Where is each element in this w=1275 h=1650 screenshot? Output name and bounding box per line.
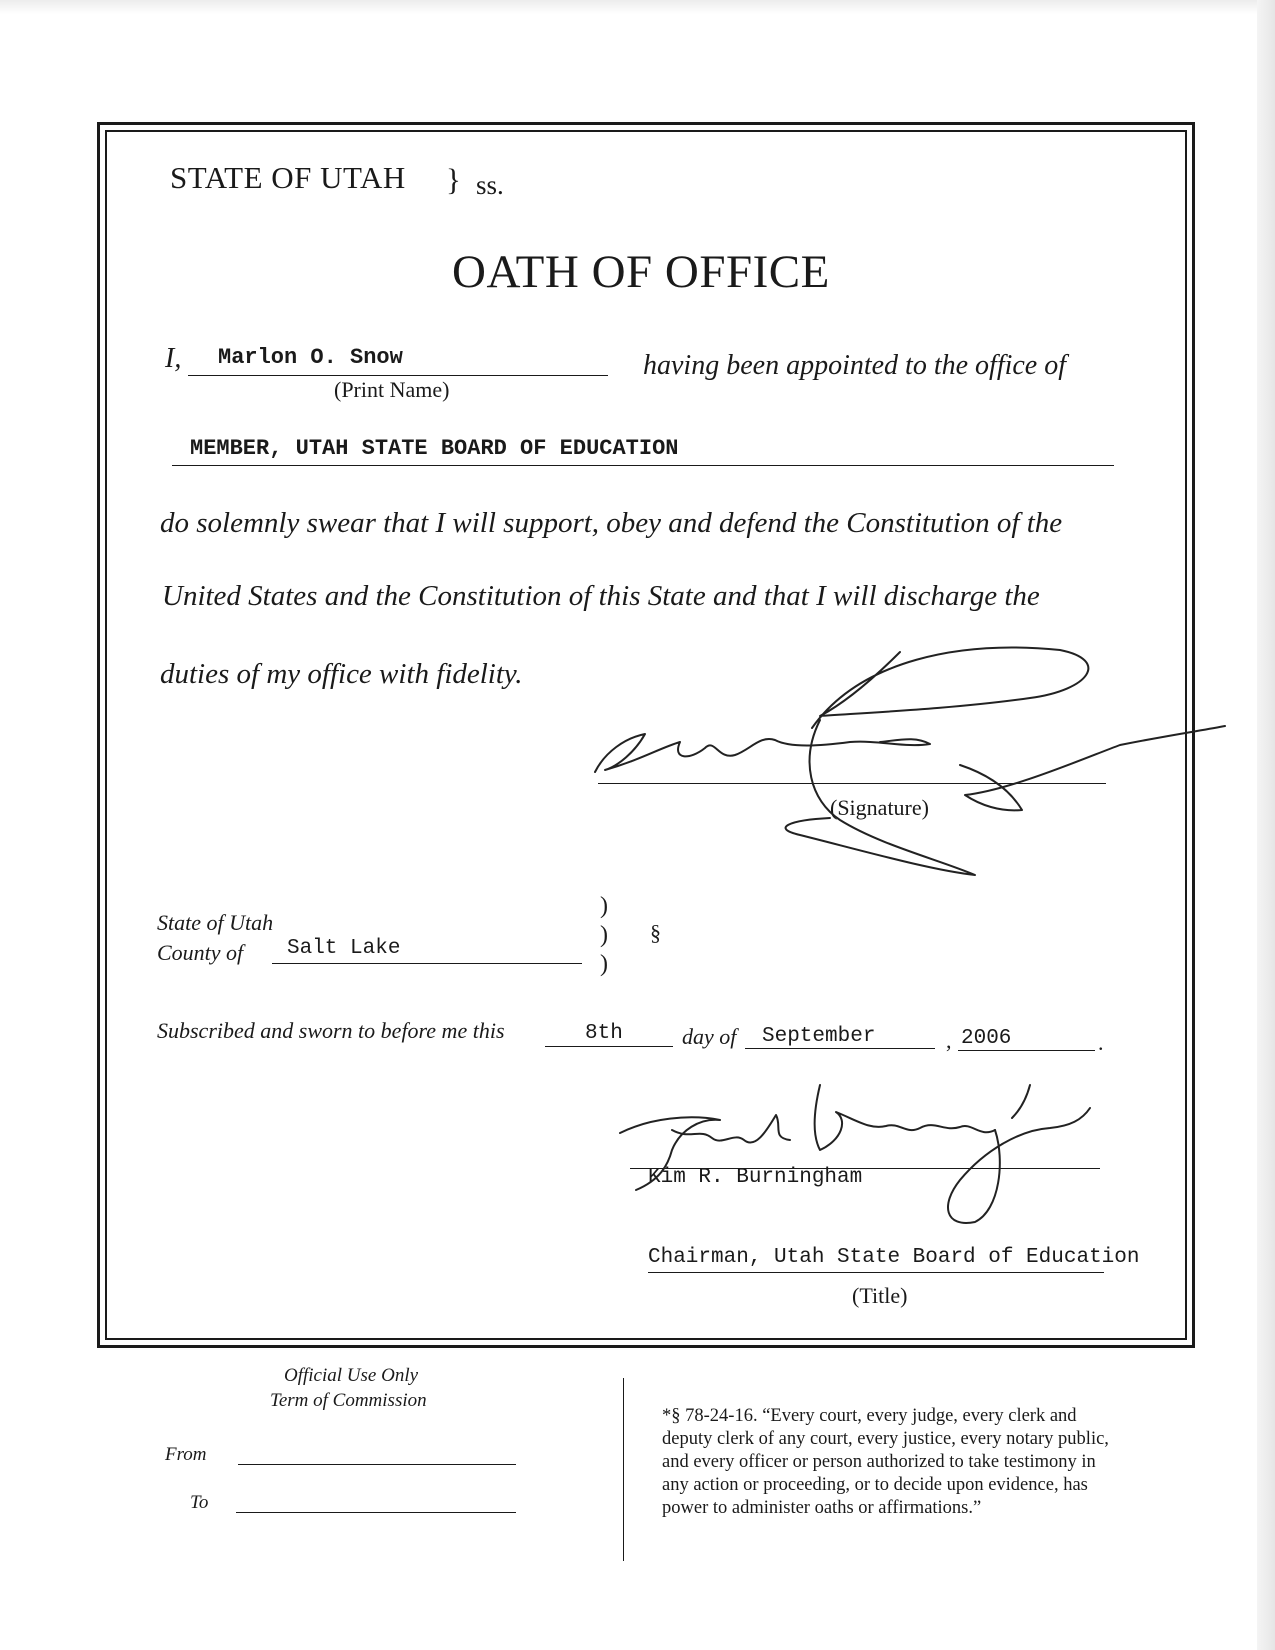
office-line bbox=[172, 465, 1114, 466]
official-use-heading: Official Use Only bbox=[284, 1365, 419, 1386]
venue-county-label: County of bbox=[157, 940, 244, 965]
jurat-text: Subscribed and sworn to before me this bbox=[157, 1018, 505, 1043]
oath-body-line: do solemnly swear that I will support, obey and defend the Constitution of the bbox=[160, 507, 1063, 539]
statute-line: *§ 78-24-16. “Every court, every judge, every clerk and bbox=[662, 1406, 1077, 1426]
from-label: From bbox=[165, 1444, 207, 1465]
title-caption: (Title) bbox=[852, 1283, 908, 1308]
signature-caption: (Signature) bbox=[830, 795, 929, 820]
vertical-divider bbox=[623, 1378, 624, 1561]
term-of-commission-heading: Term of Commission bbox=[270, 1390, 427, 1411]
notary-title-value: Chairman, Utah State Board of Education bbox=[648, 1246, 1140, 1269]
signature-line bbox=[598, 783, 1106, 784]
state-heading: STATE OF UTAH bbox=[170, 160, 406, 195]
brace: } bbox=[446, 162, 461, 197]
statute-line: deputy clerk of any court, every justice, every notary public, bbox=[662, 1429, 1109, 1449]
print-name-caption: (Print Name) bbox=[334, 377, 450, 402]
statute-line: and every officer or person authorized to take testimony in bbox=[662, 1452, 1096, 1472]
county-value: Salt Lake bbox=[287, 937, 401, 960]
date-comma: , bbox=[946, 1028, 952, 1053]
to-label: To bbox=[190, 1492, 209, 1513]
oath-body-line: duties of my office with fidelity. bbox=[160, 658, 523, 690]
from-line bbox=[238, 1464, 516, 1465]
print-name-value: Marlon O. Snow bbox=[218, 345, 403, 370]
inner-border bbox=[105, 130, 1187, 1340]
oath-i-prefix: I, bbox=[165, 343, 182, 374]
county-line bbox=[272, 963, 582, 964]
page-edge-right bbox=[1257, 0, 1275, 1650]
notary-name: Kim R. Burningham bbox=[648, 1166, 863, 1189]
venue-paren: ) bbox=[600, 951, 608, 977]
date-period: . bbox=[1098, 1030, 1104, 1055]
print-name-line bbox=[188, 375, 608, 376]
to-line bbox=[236, 1512, 516, 1513]
oath-body-line: United States and the Constitution of this State and that I will discharge the bbox=[162, 580, 1040, 612]
year-line bbox=[958, 1050, 1095, 1051]
year-value: 2006 bbox=[961, 1027, 1012, 1050]
ss-abbreviation: ss. bbox=[476, 170, 504, 200]
month-value: September bbox=[762, 1025, 876, 1048]
day-value: 8th bbox=[585, 1022, 623, 1045]
page-edge-top bbox=[0, 0, 1275, 14]
venue-paren: ) bbox=[600, 922, 608, 948]
page-title: OATH OF OFFICE bbox=[452, 246, 830, 298]
statute-note bbox=[662, 1405, 1162, 1520]
month-line bbox=[745, 1048, 935, 1049]
statute-line: power to administer oaths or affirmations.” bbox=[662, 1498, 982, 1518]
venue-paren: ) bbox=[600, 893, 608, 919]
day-of-text: day of bbox=[682, 1024, 737, 1049]
office-value: MEMBER, UTAH STATE BOARD OF EDUCATION bbox=[190, 436, 679, 461]
title-line bbox=[648, 1272, 1104, 1273]
appointed-text: having been appointed to the office of bbox=[643, 350, 1067, 381]
statute-line: any action or proceeding, or to decide upon evidence, has bbox=[662, 1475, 1088, 1495]
day-line bbox=[545, 1046, 673, 1047]
venue-state-label: State of Utah bbox=[157, 910, 274, 935]
section-mark: § bbox=[650, 920, 661, 945]
